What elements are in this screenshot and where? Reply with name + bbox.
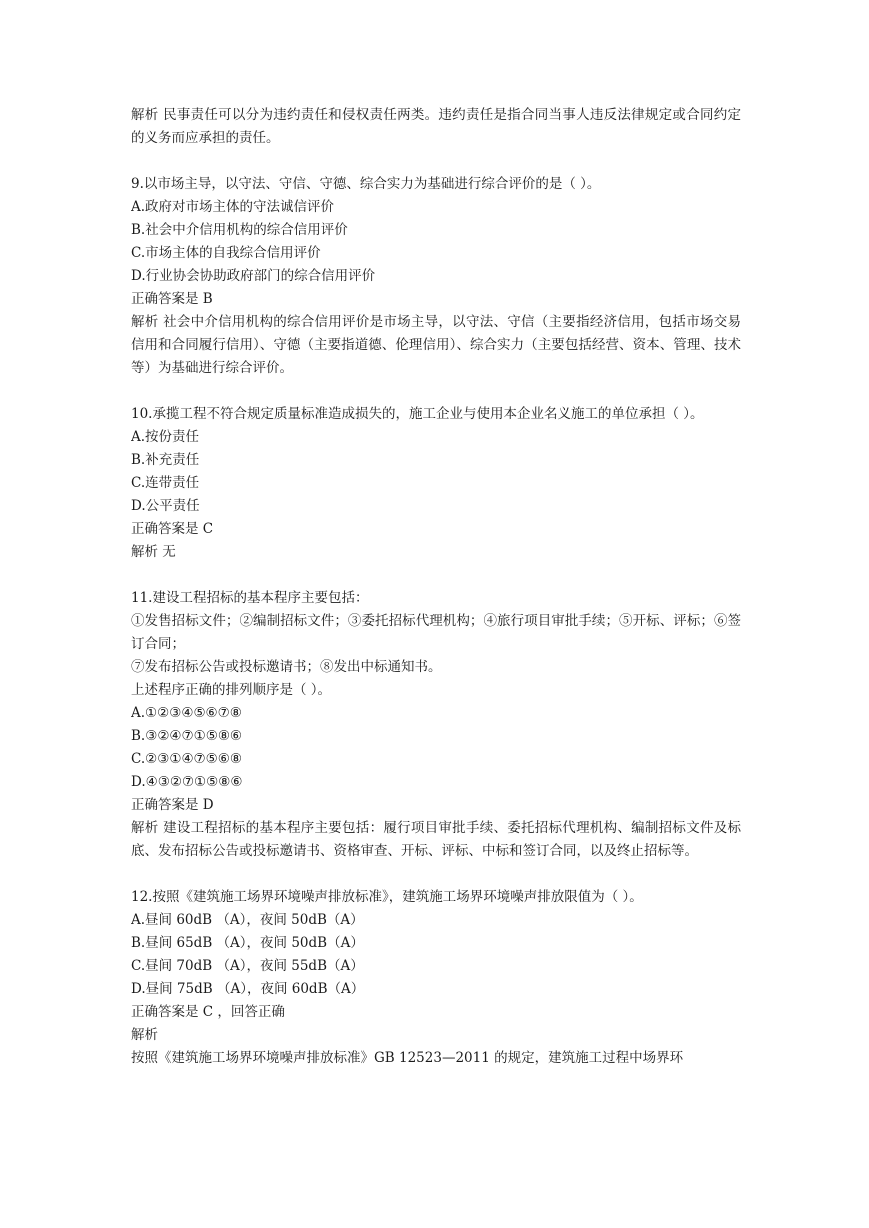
question-9-option-d: D.行业协会协助政府部门的综合信用评价 [131, 268, 376, 284]
question-11-text: 11.建设工程招标的基本程序主要包括： [131, 590, 369, 606]
question-11-steps-2: ⑦发布招标公告或投标邀请书；⑧发出中标通知书。 [131, 659, 442, 675]
question-9-answer: 正确答案是 B [131, 291, 213, 307]
question-10-option-d: D.公平责任 [131, 498, 200, 514]
question-12-option-a: A.昼间 60dB （A），夜间 50dB（A） [131, 912, 364, 928]
question-10-text: 10.承揽工程不符合规定质量标准造成损失的，施工企业与使用本企业名义施工的单位承担（ ）。 [131, 406, 704, 422]
question-9-option-b: B.社会中介信用机构的综合信用评价 [131, 222, 348, 238]
spacer [131, 150, 741, 173]
spacer [131, 863, 741, 886]
question-10 [131, 403, 741, 564]
question-11-option-d: D.④③②⑦①⑤⑧⑥ [131, 774, 243, 790]
question-12 [131, 886, 741, 1070]
question-9-option-c: C.市场主体的自我综合信用评价 [131, 245, 321, 261]
question-11-explanation: 解析 建设工程招标的基本程序主要包括：履行项目审批手续、委托招标代理机构、编制招标文件及标底、发布招标公告或投标邀请书、资格审查、开标、评标、中标和签订合同，以及终止招标等。 [131, 820, 741, 859]
q8-explanation: 解析 民事责任可以分为违约责任和侵权责任两类。违约责任是指合同当事人违反法律规定或合同约定的义务而应承担的责任。 [131, 107, 741, 146]
spacer [131, 380, 741, 403]
question-10-option-c: C.连带责任 [131, 475, 200, 491]
question-12-option-c: C.昼间 70dB （A），夜间 55dB（A） [131, 958, 364, 974]
question-12-option-d: D.昼间 75dB （A），夜间 60dB（A） [131, 981, 365, 997]
question-11-option-c: C.②③①④⑦⑤⑥⑧ [131, 751, 242, 767]
question-10-option-b: B.补充责任 [131, 452, 200, 468]
question-11-prompt: 上述程序正确的排列顺序是（ ）。 [131, 682, 332, 698]
document-page [131, 104, 741, 1070]
question-11-answer: 正确答案是 D [131, 797, 214, 813]
question-9-option-a: A.政府对市场主体的守法诚信评价 [131, 199, 335, 215]
question-12-explanation-label: 解析 [131, 1027, 158, 1043]
question-11-steps-1: ①发售招标文件；②编制招标文件；③委托招标代理机构；④旅行项目审批手续；⑤开标、评标；⑥签订合同； [131, 613, 741, 652]
question-10-option-a: A.按份责任 [131, 429, 200, 445]
question-10-explanation: 解析 无 [131, 544, 176, 560]
question-12-text: 12.按照《建筑施工场界环境噪声排放标准》，建筑施工场界环境噪声排放限值为（ ）。 [131, 889, 643, 905]
question-9-explanation: 解析 社会中介信用机构的综合信用评价是市场主导，以守法、守信（主要指经济信用，包括市场交易信用和合同履行信用）、守德（主要指道德、伦理信用）、综合实力（主要包括经营、资本、管理、技术等）为基础进行综合评价。 [131, 314, 741, 376]
question-9-text: 9.以市场主导，以守法、守信、守德、综合实力为基础进行综合评价的是（ ）。 [131, 176, 601, 192]
question-12-answer: 正确答案是 C ，回答正确 [131, 1004, 285, 1020]
spacer [131, 564, 741, 587]
question-10-answer: 正确答案是 C [131, 521, 214, 537]
question-11-option-a: A.①②③④⑤⑥⑦⑧ [131, 705, 242, 721]
question-9 [131, 173, 741, 380]
question-11-option-b: B.③②④⑦①⑤⑧⑥ [131, 728, 243, 744]
question-12-explanation: 按照《建筑施工场界环境噪声排放标准》GB 12523—2011 的规定，建筑施工过程中场界环 [131, 1050, 684, 1066]
question-12-option-b: B.昼间 65dB （A），夜间 50dB（A） [131, 935, 364, 951]
question-11 [131, 587, 741, 863]
